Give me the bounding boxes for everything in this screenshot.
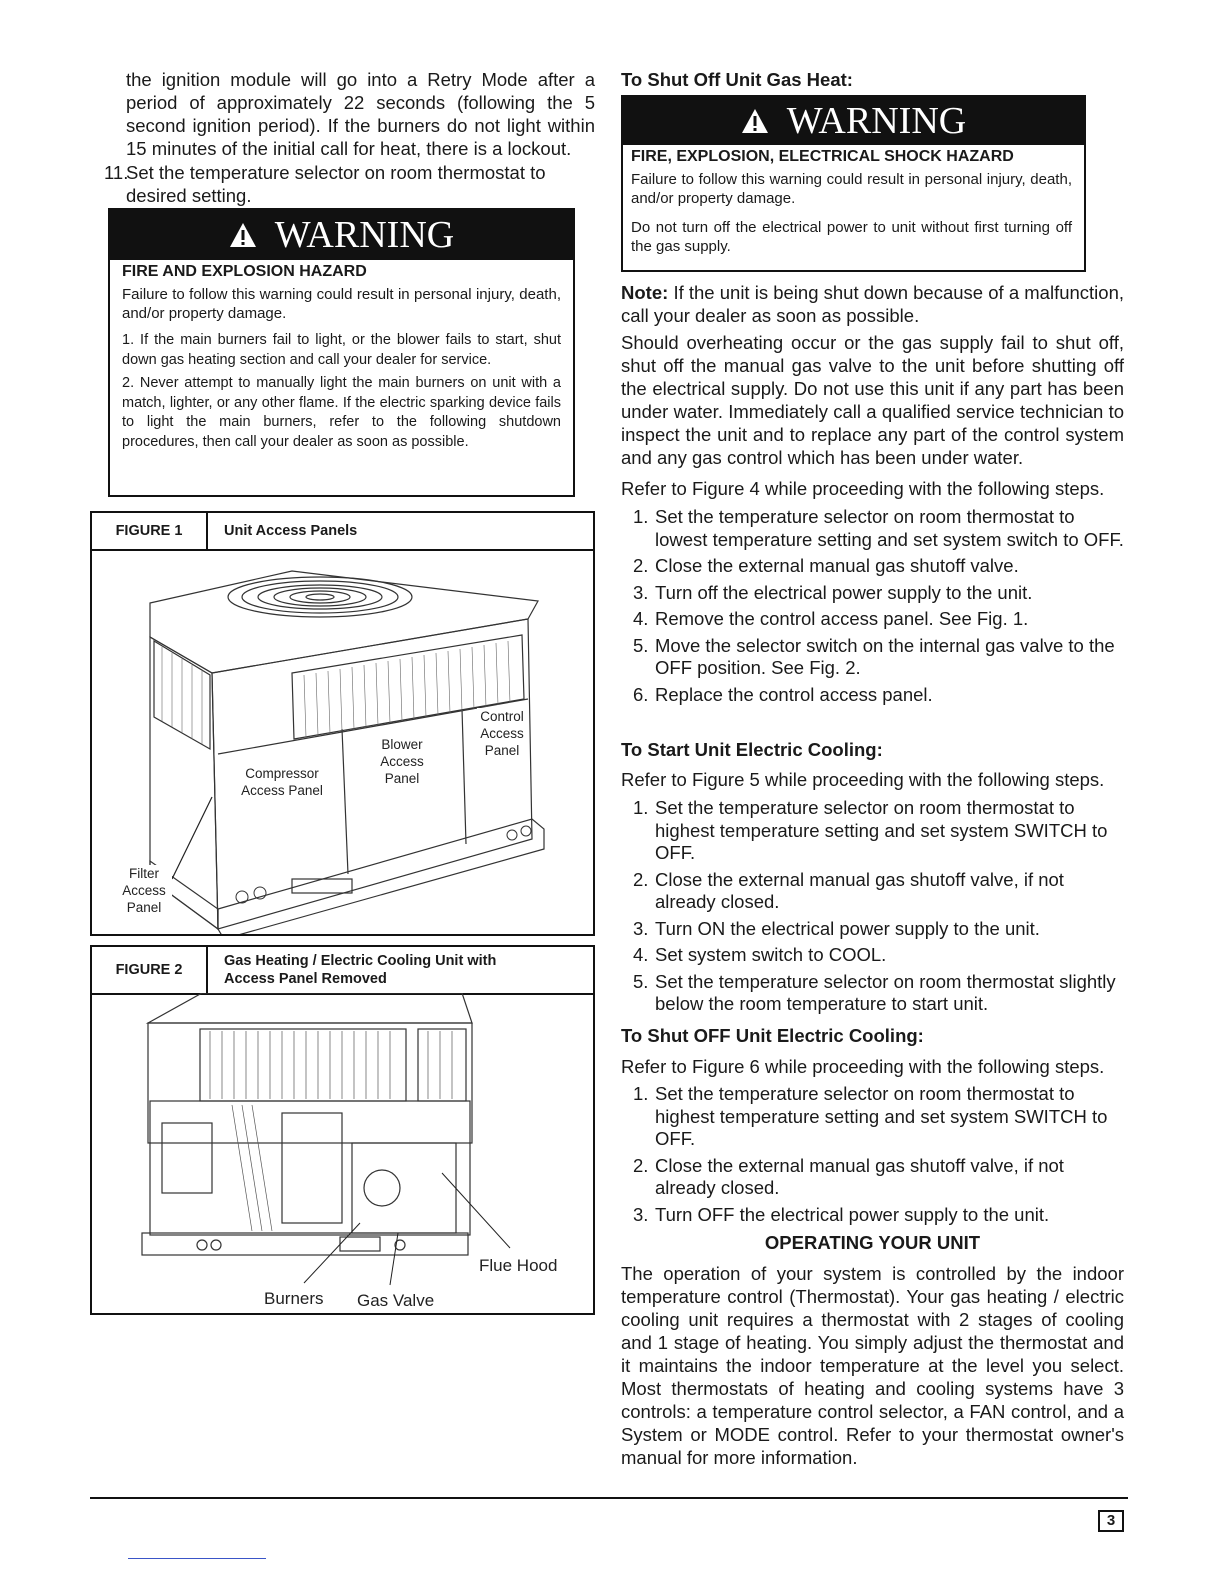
note-text: If the unit is being shut down because of a malfunction, call your dealer as soon as possible. [621, 282, 1125, 326]
footer-rule [90, 1497, 1128, 1499]
refer-figure-6: Refer to Figure 6 while proceeding with the following steps. [621, 1056, 1105, 1077]
warning-fire-explosion-shock [621, 95, 1086, 272]
label-filter-access-panel: Filter Access Panel [116, 865, 172, 916]
figure-1 [90, 511, 595, 936]
label-control-access-panel: Control Access Panel [477, 708, 527, 759]
figure-1-number: FIGURE 1 [92, 513, 208, 549]
note-paragraph [621, 281, 1124, 327]
warning-paragraph-3: 2. Never attempt to manually light the main burners on unit with a match, lighter, or any other flame. If the electric sparking device fails to light the main burners, refer to the following shutdown procedures, then call your dealer as soon as possible. [122, 375, 561, 450]
label-flue-hood: Flue Hood [479, 1256, 558, 1275]
label-compressor-access-panel: Compressor Access Panel [241, 766, 323, 798]
warning-2-paragraph-2: Do not turn off the electrical power to unit without first turning off the gas supply. [631, 219, 1072, 255]
shut-step-1: 1. Set the temperature selector on room thermostat to highest temperature setting and set system SWITCH to OFF. [633, 1083, 1108, 1149]
refer-figure-4: Refer to Figure 4 while proceeding with the following steps. [621, 478, 1105, 499]
warning-triangle-icon [741, 108, 769, 134]
warning-title-2: WARNING [786, 100, 967, 142]
label-burners: Burners [264, 1289, 324, 1308]
start-step-1: 1. Set the temperature selector on room thermostat to highest temperature setting and set system SWITCH to OFF. [633, 797, 1108, 863]
gas-step-6: 6. Replace the control access panel. [633, 683, 933, 705]
warning-heading: FIRE AND EXPLOSION HAZARD [122, 263, 367, 280]
shut-step-3: 3. Turn OFF the electrical power supply to the unit. [633, 1203, 1050, 1225]
warning-title: WARNING [274, 214, 455, 256]
warning-paragraph-1: Failure to follow this warning could result in personal injury, death, and/or property damage. [122, 286, 561, 322]
start-step-5: 5. Set the temperature selector on room thermostat slightly below the room temperature to start unit. [633, 970, 1116, 1014]
shut-cooling-steps [621, 1083, 1124, 1230]
heading-shut-off-gas-heat: To Shut Off Unit Gas Heat: [621, 69, 853, 90]
step-11 [104, 161, 595, 207]
gas-step-1: 1. Set the temperature selector on room thermostat to lowest temperature setting and set system switch to OFF. [633, 506, 1124, 550]
figure-2-title: Gas Heating / Electric Cooling Unit with Access Panel Removed [224, 953, 497, 987]
footer-link-underline [128, 1558, 266, 1559]
heading-start-electric-cooling: To Start Unit Electric Cooling: [621, 739, 883, 760]
label-blower-access-panel: Blower Access Panel [374, 736, 430, 787]
page-number: 3 [1098, 1510, 1124, 1532]
step-11-text: Set the temperature selector on room thermostat to desired setting. [126, 162, 546, 206]
label-gas-valve: Gas Valve [357, 1291, 435, 1310]
figure-1-header [92, 513, 593, 551]
start-step-4: 4. Set system switch to COOL. [633, 944, 887, 965]
warning-triangle-icon [229, 222, 257, 248]
intro-paragraph: the ignition module will go into a Retry Mode after a period of approximately 22 seconds (following the 5 second ignition period). If the burners do not light within 15 minutes of the initial call for heat, there is a lockout. [126, 69, 595, 159]
gas-step-3: 3. Turn off the electrical power supply to the unit. [633, 581, 1033, 603]
warning-heading-2: FIRE, EXPLOSION, ELECTRICAL SHOCK HAZARD [631, 148, 1014, 165]
gas-step-4: 4. Remove the control access panel. See Fig. 1. [633, 608, 1029, 629]
figure-2 [90, 945, 595, 1315]
warning-paragraph-2: 1. If the main burners fail to light, or the blower fails to start, shut down gas heating section and call your dealer for service. [122, 332, 561, 368]
gas-step-2: 2. Close the external manual gas shutoff valve. [633, 555, 1019, 576]
start-step-3: 3. Turn ON the electrical power supply to the unit. [633, 917, 1040, 939]
gas-step-5: 5. Move the selector switch on the internal gas valve to the OFF position. See Fig. 2. [633, 634, 1115, 678]
warning-fire-explosion [108, 208, 575, 497]
warning-2-paragraph-1: Failure to follow this warning could result in personal injury, death, and/or property damage. [631, 171, 1072, 207]
heading-operating-your-unit: OPERATING YOUR UNIT [764, 1232, 981, 1253]
warning-banner [110, 210, 573, 260]
overheating-paragraph: Should overheating occur or the gas supply fail to shut off, shut off the manual gas valve to the unit before shutting off the electrical supply. Do not use this unit if any part has been under water. Immediately call a qualified service technician to inspect the unit and to replace any part of the control system and any gas control which has been under water. [621, 332, 1124, 468]
note-label: Note: [621, 282, 669, 303]
figure-2-number: FIGURE 2 [92, 947, 208, 993]
warning-banner-2 [623, 97, 1084, 145]
heading-shut-off-electric-cooling: To Shut OFF Unit Electric Cooling: [621, 1025, 924, 1046]
start-cooling-steps [621, 797, 1124, 1020]
figure-2-header [92, 947, 593, 995]
operating-paragraph: The operation of your system is controlled by the indoor temperature control (Thermostat). Your gas heating / electric cooling unit requires a thermostat with 2 stages of cooling and 1 stage of heating. You simply adjust the thermostat and it maintains the indoor temperature at the level you select. Most thermostats of heating and cooling systems have 3 controls: a temperature control selector, a FAN control, and a System or MODE control. Refer to your thermostat owner's manual for more information. [621, 1263, 1124, 1468]
shut-step-2: 2. Close the external manual gas shutoff valve, if not already closed. [633, 1154, 1064, 1198]
gas-shutoff-steps [621, 506, 1124, 710]
start-step-2: 2. Close the external manual gas shutoff valve, if not already closed. [633, 868, 1064, 912]
refer-figure-5: Refer to Figure 5 while proceeding with the following steps. [621, 769, 1105, 790]
figure-1-title: Unit Access Panels [224, 523, 358, 539]
step-11-number: 11. [104, 162, 129, 183]
